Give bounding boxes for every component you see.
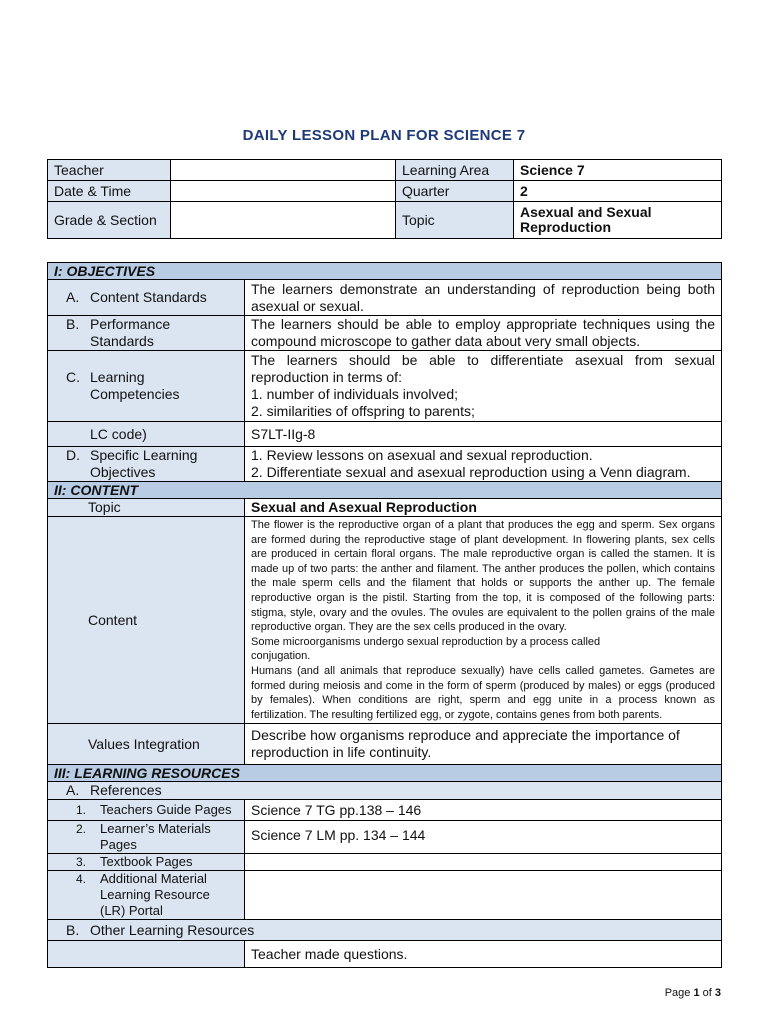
- learners-materials-label: 2. Learner’s Materials Pages: [48, 821, 245, 854]
- learning-competencies-value: [245, 351, 722, 422]
- content-standards-value: The learners demonstrate an understanding of reproduction being both asexual or sexual.: [245, 280, 722, 316]
- specific-objective-item: 1. Review lessons on asexual and sexual reproduction.: [251, 447, 593, 463]
- additional-material-value: [245, 871, 722, 920]
- date-time-value: [171, 181, 396, 202]
- content-heading: II: CONTENT: [48, 482, 722, 499]
- topic-value: Asexual and Sexual Reproduction: [514, 202, 722, 239]
- textbook-pages-label: 3. Textbook Pages: [48, 854, 245, 871]
- date-time-label: Date & Time: [48, 181, 171, 202]
- references-label: A. References: [48, 782, 722, 800]
- teachers-guide-value: Science 7 TG pp.138 – 146: [245, 800, 722, 821]
- content-standards-label: A. Content Standards: [48, 280, 245, 316]
- textbook-pages-value: [245, 854, 722, 871]
- content-paragraph: The flower is the reproductive organ of a plant that produces the egg and sperm. Sex organs are formed during the reproductive stage of plant development. In flowering plants, sex cells are produced in certain floral organs. The male reproductive organ is called the stamen. It is made up of two parts: the anther and filament. The anther produces the pollen, which contains the male sperm cells and the filament that holds or supports the anther up. The female reproductive organ is the pistil. Starting from the top, it is composed of the following parts: stigma, style, ovary and the ovules. The ovules are equivalent to the pollen grains of the male reproductive organ. They are the sex cells produced in the ovary.: [251, 519, 716, 634]
- content-paragraph: Some microorganisms undergo sexual reproduction by a process called: [251, 635, 601, 648]
- grade-section-label: Grade & Section: [48, 202, 171, 239]
- specific-objectives-label: D. Specific Learning Objectives: [48, 447, 245, 482]
- lesson-plan-table: [47, 262, 722, 968]
- quarter-label: Quarter: [396, 181, 514, 202]
- competencies-item: 2. similarities of offspring to parents;: [251, 403, 475, 419]
- specific-objectives-value: [245, 447, 722, 482]
- topic-label: Topic: [396, 202, 514, 239]
- quarter-value: 2: [514, 181, 722, 202]
- values-integration-value: Describe how organisms reproduce and appreciate the importance of reproduction in life continuity.: [245, 724, 722, 765]
- performance-standards-value: The learners should be able to employ appropriate techniques using the compound microscope to gather data about very small objects.: [245, 316, 722, 351]
- content-body: [245, 517, 722, 724]
- info-table: [47, 159, 722, 239]
- teacher-label: Teacher: [48, 160, 171, 181]
- content-topic-label: Topic: [48, 499, 245, 517]
- competencies-item: 1. number of individuals involved;: [251, 386, 459, 402]
- content-paragraph: conjugation.: [251, 650, 311, 663]
- competencies-intro: The learners should be able to differentiate asexual from sexual reproduction in terms of:: [251, 352, 716, 385]
- teacher-value: [171, 160, 396, 181]
- objectives-heading: I: OBJECTIVES: [48, 263, 722, 280]
- other-resources-blank: [48, 941, 245, 968]
- content-topic-value: Sexual and Asexual Reproduction: [245, 499, 722, 517]
- other-resources-label: B. Other Learning Resources: [48, 920, 722, 941]
- learning-area-value: Science 7: [514, 160, 722, 181]
- grade-section-value: [171, 202, 396, 239]
- lc-code-label: LC code): [48, 422, 245, 447]
- learning-competencies-label: C. Learning Competencies: [48, 351, 245, 422]
- lc-code-value: S7LT-IIg-8: [245, 422, 722, 447]
- learners-materials-value: Science 7 LM pp. 134 – 144: [245, 821, 722, 854]
- other-resources-value: Teacher made questions.: [245, 941, 722, 968]
- content-label: Content: [48, 517, 245, 724]
- specific-objective-item: 2. Differentiate sexual and asexual reproduction using a Venn diagram.: [251, 464, 691, 480]
- page-number: Page 1 of 3: [664, 987, 721, 999]
- performance-standards-label: B. Performance Standards: [48, 316, 245, 351]
- learning-resources-heading: III: LEARNING RESOURCES: [48, 765, 722, 782]
- additional-material-label: 4. Additional Material Learning Resource (LR) Portal: [48, 871, 245, 920]
- learning-area-label: Learning Area: [396, 160, 514, 181]
- teachers-guide-label: 1. Teachers Guide Pages: [48, 800, 245, 821]
- values-integration-label: Values Integration: [48, 724, 245, 765]
- content-paragraph: Humans (and all animals that reproduce sexually) have cells called gametes. Gametes are formed during meiosis and come in the form of sperm (produced by males) or eggs (produced by females). When conditions are right, sperm and egg unite in a process known as fertilization. The resulting fertilized egg, or zygote, contains genes from both parents.: [251, 664, 716, 721]
- document-title: DAILY LESSON PLAN FOR SCIENCE 7: [242, 127, 526, 144]
